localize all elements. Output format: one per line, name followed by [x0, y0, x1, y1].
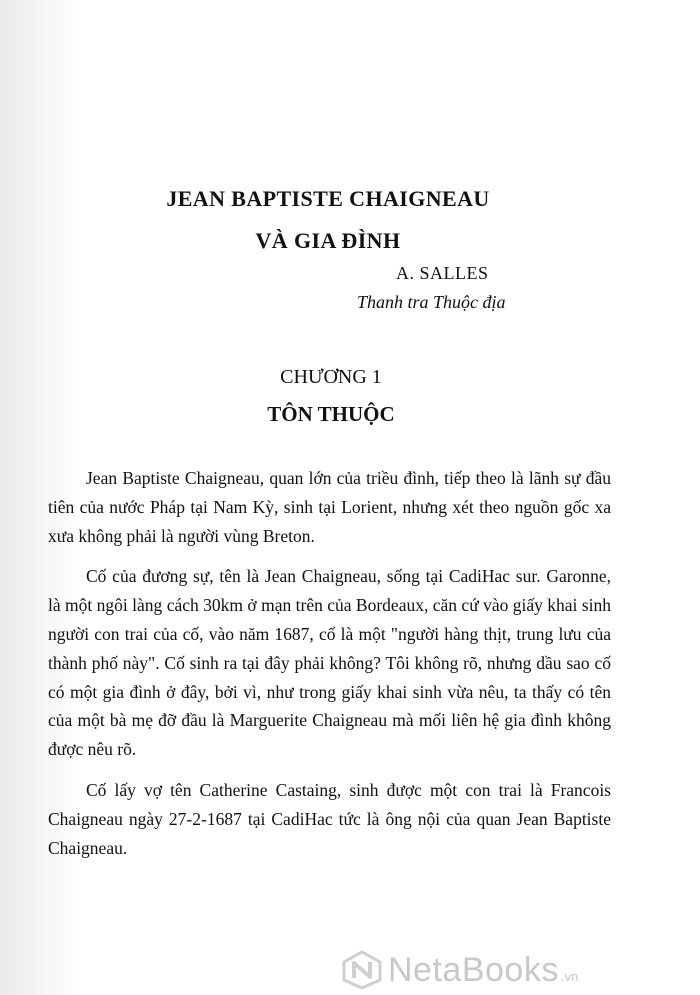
watermark-text: NetaBooks [388, 950, 559, 989]
netabooks-logo-icon [340, 950, 384, 990]
author-role: Thanh tra Thuộc địa [357, 292, 506, 312]
title-line-1: JEAN BAPTISTE CHAIGNEAU [166, 186, 490, 211]
watermark [340, 950, 578, 990]
chapter-number: CHƯƠNG 1 [280, 366, 382, 388]
title-line-2: VÀ GIA ĐÌNH [255, 228, 401, 253]
paragraph-2: Cố của đương sự, tên là Jean Chaigneau, sống tại CadiHac sur. Garonne, là một ngôi làng cách 30km ở mạn trên của Bordeaux, căn cứ vào giấy khai sinh người con trai của cố, vào năm 1687, cố là một "người hàng thịt, trung lưu của thành phố này". Cố sinh ra tại đây phải không? Tôi không rõ, nhưng dầu sao cố có một gia đình ở đây, bởi vì, như trong giấy khai sinh vừa nêu, ta thấy có tên của một bà mẹ đỡ đầu là Marguerite Chaigneau mà mối liên hệ gia đình không được nêu rõ. [48, 566, 611, 760]
paragraph-1: Jean Baptiste Chaigneau, quan lớn của triều đình, tiếp theo là lãnh sự đầu tiên của nước Pháp tại Nam Kỳ, sinh tại Lorient, nhưng xét theo nguồn gốc xa xưa không phải là người vùng Breton. [48, 468, 611, 546]
chapter-title: TÔN THUỘC [267, 402, 395, 426]
watermark-suffix: .vn [560, 969, 579, 984]
paragraph-3: Cố lấy vợ tên Catherine Castaing, sinh được một con trai là Francois Chaigneau ngày 27-2-1687 tại CadiHac tức là ông nội của quan Jean Baptiste Chaigneau. [48, 779, 611, 858]
body-text [48, 464, 611, 862]
author-name: A. SALLES [396, 263, 489, 283]
